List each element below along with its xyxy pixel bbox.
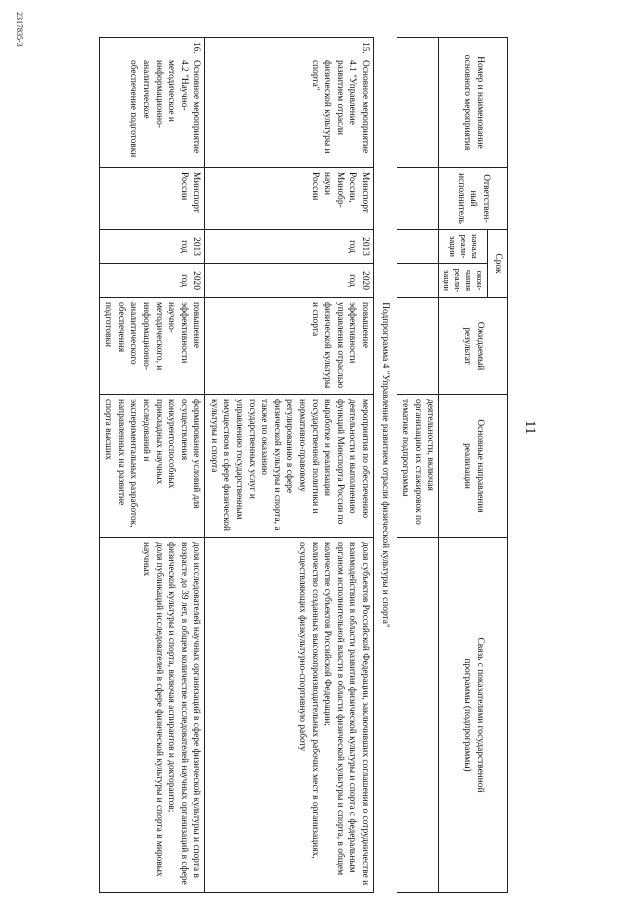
row-result: повышение эффективности научно-методического, и информационно-аналитического обеспечения подготовки: [99, 298, 205, 395]
section-title: Подпрограмма 4 "Управление развитием отрасли физической культуры и спорта": [379, 302, 390, 628]
continuation-row: [397, 38, 439, 893]
header-expected-result: Ожидаемый результат: [439, 298, 508, 395]
section-row: [374, 38, 397, 893]
row-link: доля субъектов Российской Федерации, заключивших соглашения о сотрудничестве и взаимодействии в области развития физической культуры и спорта с федеральным органом исполнительной власти в области физической культуры и спорта, в общем количестве субъектов Российской Федерации; количество созданных высокопроизводительных рабочих мест в организациях, осуществляющих физкультурно-спортивную работу: [205, 538, 374, 893]
header-term-end: окон- чания реали- зации: [439, 264, 488, 298]
row-end: 2020 год: [205, 264, 374, 298]
row-number: 15.: [360, 42, 371, 54]
row-start: 2013 год: [99, 230, 205, 264]
row-name: Основное мероприятие 4.2 "Научно-методическое и информационно-аналитическое обеспечение подготовки: [128, 60, 202, 158]
row-link: доля исследователей научных организаций в сфере физической культуры и спорта в возрасте до 39 лет, в общем количестве исследователей научных организаций в сфере физической культуры и спорта, включая аспирантов и докторантов; доля публикаций исследователей в сфере физической культуры и спорта в мировых научных: [99, 538, 205, 893]
row-end: 2020 год: [99, 264, 205, 298]
header-number-name: Номер и наименование основного мероприятия: [439, 38, 508, 168]
row-executor: Минспорт России: [99, 168, 205, 230]
program-table: [99, 37, 508, 893]
header-row: [488, 38, 508, 893]
header-term: Срок: [488, 230, 508, 298]
page-number: 11: [522, 420, 538, 435]
continuation-text: деятельности, включая организацию их стажировок по тематике подпрограммы: [397, 395, 439, 538]
header-term-start: начала реали- зации: [439, 230, 488, 264]
cell-layout: [308, 42, 371, 163]
row-name: Основное мероприятие 4.1 "Управление развитием отрасли физической культуры и спорта": [309, 60, 371, 154]
header-executor: Ответствен- ный исполнитель: [439, 168, 508, 230]
row-result: повышение эффективности управления отраслью физической культуры и спорта: [205, 298, 374, 395]
row-executor: Минспорт России, Минобр-науки России: [205, 168, 374, 230]
table-row: [99, 38, 205, 893]
document-code: 2317835-3: [15, 12, 24, 47]
cell-layout: [127, 42, 203, 163]
row-start: 2013 год: [205, 230, 374, 264]
row-number: 16.: [191, 42, 202, 54]
header-link: Связь с показателями государственной программы (подпрограммы): [439, 538, 508, 893]
header-directions: Основные направления реализации: [439, 395, 508, 538]
row-directions: формирование условий для осуществления конкурентоспособных прикладных научных исследований и экспериментальных разработок, направленных на развитие спорта высших: [99, 395, 205, 538]
row-directions: мероприятия по обеспечению деятельности и выполнению функций Минспорта России по выработке и реализации государственной политики и нормативно-правовому регулированию в сфере физической культуры и спорта, а также по оказанию государственных услуг и управлению государственным имуществом в сфере физической культуры и спорта: [205, 395, 374, 538]
table-row: [205, 38, 374, 893]
